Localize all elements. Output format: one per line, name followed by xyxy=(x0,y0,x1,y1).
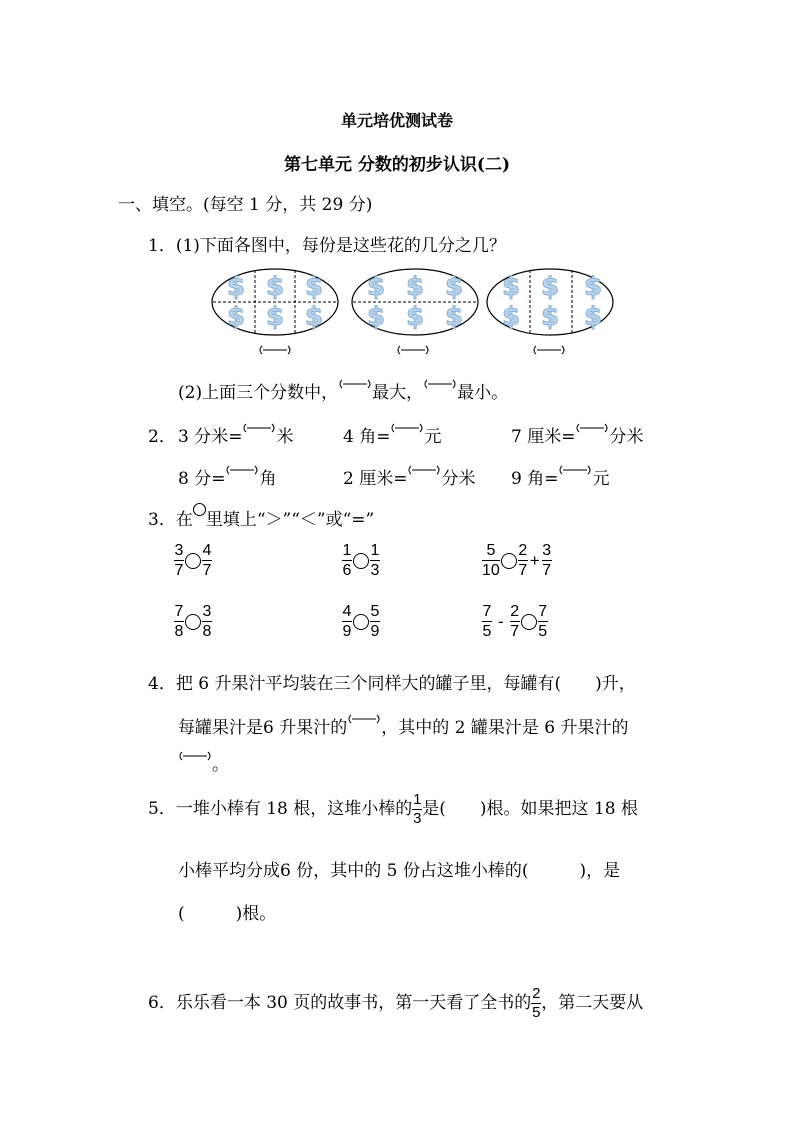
q2-item-1 xyxy=(178,422,293,447)
page-subtitle: 第七单元 分数的初步认识(二) xyxy=(283,155,510,175)
q4-line3 xyxy=(178,750,229,775)
flower-icon: $ xyxy=(226,302,246,332)
q5-text-1a: 一堆小棒有 18 根，这堆小棒的 xyxy=(175,799,413,819)
q3-line xyxy=(148,505,374,530)
fraction: $\frac{4}{7}$ xyxy=(202,542,212,579)
q2-item-5-after: 分米 xyxy=(441,469,476,489)
q2-blank-3[interactable] xyxy=(575,422,609,444)
q2-item-4-before: 8 分= xyxy=(178,469,226,489)
q5-text-1b: 是( )根。如果把这 18 根 xyxy=(422,799,638,819)
q3-expr-1 xyxy=(174,542,212,579)
compare-circle[interactable] xyxy=(353,614,369,630)
q3-expr-3 xyxy=(482,542,552,579)
q2-item-2 xyxy=(343,422,441,447)
q1-part2-c: 最小。 xyxy=(457,383,509,403)
flower-icon: $ xyxy=(501,302,521,332)
flower-icon: $ xyxy=(540,272,560,302)
q4-blank-1[interactable] xyxy=(347,713,381,735)
fraction: $\frac{2}{5}$ xyxy=(532,985,541,1021)
minus-operator: - xyxy=(498,611,504,631)
compare-circle[interactable] xyxy=(185,553,201,569)
q3-expr-5 xyxy=(342,603,380,640)
compare-circle[interactable] xyxy=(501,553,517,569)
plus-operator: + xyxy=(529,550,540,570)
q2-item-2-before: 4 角= xyxy=(343,427,391,447)
q3-text-a: 在 xyxy=(175,510,193,530)
fraction: $\frac{2}{7}$ xyxy=(510,603,520,640)
q2-item-3 xyxy=(511,422,643,447)
flower-icon: $ xyxy=(405,272,425,302)
q6-line1 xyxy=(148,986,643,1021)
q2-item-3-before: 7 厘米= xyxy=(511,427,576,447)
q4-blank-2[interactable] xyxy=(178,750,212,772)
q4-text-1: 把 6 升果汁平均装在三个同样大的罐子里，每罐有( )升， xyxy=(175,674,636,694)
q3-text-b: 里填上“＞”“＜”或“=” xyxy=(205,510,375,530)
fraction: $\frac{3}{8}$ xyxy=(202,603,212,640)
flower-icon: $ xyxy=(304,272,324,302)
q3-expr-6 xyxy=(482,603,548,640)
q2-number: 2． xyxy=(148,427,176,447)
flower-icon: $ xyxy=(501,272,521,302)
flower-icon: $ xyxy=(265,272,285,302)
circle-icon xyxy=(193,503,206,516)
q1-part1: (1)下面各图中，每份是这些花的几分之几？ xyxy=(175,236,506,256)
q1-line2 xyxy=(178,378,508,403)
flower-icon: $ xyxy=(583,302,603,332)
fraction: $\frac{5}{10}$ xyxy=(482,542,500,579)
compare-circle[interactable] xyxy=(521,614,537,630)
q1-number: 1． xyxy=(148,236,176,256)
q2-item-4 xyxy=(178,464,276,489)
q6-number: 6． xyxy=(148,993,176,1013)
fraction: $\frac{1}{6}$ xyxy=(342,542,352,579)
q2-item-6 xyxy=(511,464,609,489)
fraction: $\frac{3}{7}$ xyxy=(542,542,552,579)
fraction: $\frac{7}{5}$ xyxy=(482,603,492,640)
fraction: $\frac{7}{5}$ xyxy=(538,603,548,640)
fraction: $\frac{7}{8}$ xyxy=(174,603,184,640)
q4-text-2a: 每罐果汁是6 升果汁的 xyxy=(178,718,348,738)
page-title: 单元培优测试卷 xyxy=(340,111,453,130)
flower-icon: $ xyxy=(265,302,285,332)
q4-line1 xyxy=(148,669,636,694)
compare-circle[interactable] xyxy=(353,553,369,569)
q3-number: 3． xyxy=(148,510,176,530)
q6-text-1b: ，第二天要从 xyxy=(541,993,644,1013)
q1-largest-blank[interactable] xyxy=(338,378,372,400)
q1-line1 xyxy=(148,231,506,256)
fraction: $\frac{1}{3}$ xyxy=(370,542,380,579)
q4-number: 4． xyxy=(148,674,176,694)
q2-blank-6[interactable] xyxy=(558,464,592,486)
q2-item-1-before: 3 分米= xyxy=(178,427,243,447)
q5-line2: 小棒平均分成6 份，其中的 5 份占这堆小棒的( )，是 xyxy=(178,861,621,881)
q1-part2-b: 最大， xyxy=(372,383,424,403)
fraction: $\frac{2}{7}$ xyxy=(518,542,528,579)
flower-icon: $ xyxy=(304,302,324,332)
q2-item-6-before: 9 角= xyxy=(511,469,559,489)
flower-icon: $ xyxy=(583,272,603,302)
q1-answer-blank-2[interactable] xyxy=(396,344,430,366)
flower-icon: $ xyxy=(366,302,386,332)
q1-answer-blank-3[interactable] xyxy=(532,344,566,366)
q2-item-2-after: 元 xyxy=(424,427,442,447)
section-heading: 一、填空。(每空 1 分，共 29 分) xyxy=(118,195,373,215)
q2-item-4-after: 角 xyxy=(259,469,277,489)
q2-blank-1[interactable] xyxy=(242,422,276,444)
q3-expr-4 xyxy=(174,603,212,640)
q2-blank-5[interactable] xyxy=(407,464,441,486)
q4-text-2b: ，其中的 2 罐果汁是 6 升果汁的 xyxy=(381,718,629,738)
compare-circle[interactable] xyxy=(185,614,201,630)
q1-smallest-blank[interactable] xyxy=(423,378,457,400)
q2-item-5-before: 2 厘米= xyxy=(343,469,408,489)
flower-icon: $ xyxy=(366,272,386,302)
flower-icon: $ xyxy=(540,302,560,332)
q2-item-3-after: 分米 xyxy=(609,427,644,447)
flower-icon: $ xyxy=(444,272,464,302)
q2-item-1-after: 米 xyxy=(276,427,294,447)
q5-line1 xyxy=(148,792,638,827)
flower-icon: $ xyxy=(405,302,425,332)
q2-blank-2[interactable] xyxy=(390,422,424,444)
flower-figures xyxy=(210,264,630,344)
q1-answer-blank-1[interactable] xyxy=(258,344,292,366)
q4-line2 xyxy=(178,713,628,738)
q2-blank-4[interactable] xyxy=(225,464,259,486)
fraction: $\frac{5}{9}$ xyxy=(370,603,380,640)
fraction: $\frac{4}{9}$ xyxy=(342,603,352,640)
q6-text-1a: 乐乐看一本 30 页的故事书，第一天看了全书的 xyxy=(175,993,532,1013)
q2-item-6-after: 元 xyxy=(592,469,610,489)
q2-item-5 xyxy=(343,464,475,489)
q5-line3: ( )根。 xyxy=(178,904,277,924)
q3-expr-2 xyxy=(342,542,380,579)
q1-part2-a: (2)上面三个分数中， xyxy=(178,383,339,403)
flower-icon: $ xyxy=(226,272,246,302)
q4-text-3: 。 xyxy=(212,755,229,775)
fraction: $\frac{1}{3}$ xyxy=(413,791,422,827)
q5-number: 5． xyxy=(148,799,176,819)
flower-icon: $ xyxy=(444,302,464,332)
fraction: $\frac{3}{7}$ xyxy=(174,542,184,579)
